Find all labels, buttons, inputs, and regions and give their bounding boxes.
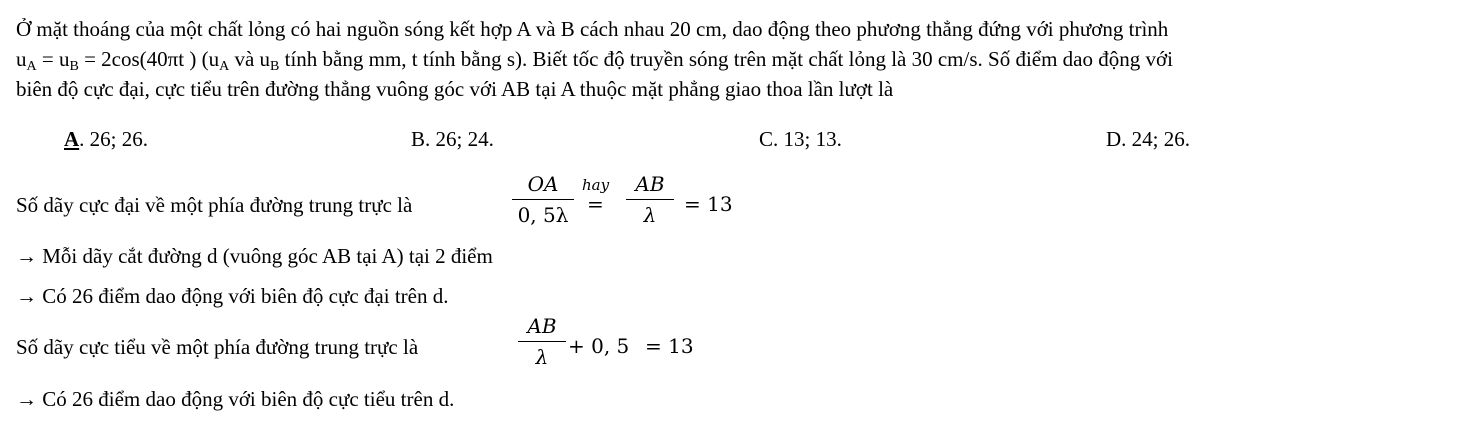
option-b-letter: B bbox=[411, 127, 426, 151]
hay-label: hay bbox=[582, 176, 610, 194]
option-a-text: . 26; 26. bbox=[79, 127, 149, 151]
option-c-text: . 13; 13. bbox=[773, 127, 842, 151]
max-result: = 13 bbox=[684, 192, 733, 216]
fraction-numerator: AB bbox=[635, 172, 665, 196]
solution-max-label: Số dãy cực đại về một phía đường trung trực là bbox=[16, 193, 413, 217]
option-d-text: . 24; 26. bbox=[1121, 127, 1191, 151]
fraction-ab-over-lambda-min bbox=[518, 312, 566, 371]
fraction-oa-over-half-lambda bbox=[512, 170, 574, 229]
fraction-ab-over-lambda bbox=[626, 170, 674, 229]
fraction-numerator: OA bbox=[527, 172, 559, 196]
option-b-text: . 26; 24. bbox=[425, 127, 494, 151]
fraction-numerator: AB bbox=[527, 314, 557, 338]
option-a-letter: A bbox=[64, 127, 80, 151]
option-b[interactable] bbox=[411, 126, 494, 152]
option-d[interactable] bbox=[1106, 126, 1190, 152]
solution-step-1: → Mỗi dãy cắt đường d (vuông góc AB tại A) tại 2 điểm bbox=[16, 244, 493, 268]
option-a[interactable] bbox=[64, 126, 148, 152]
fraction-denominator: 0, 5λ bbox=[517, 203, 569, 227]
option-c-letter: C bbox=[759, 127, 774, 151]
min-result: = 13 bbox=[645, 334, 694, 358]
fraction-bar bbox=[512, 199, 574, 200]
equals-sign: = bbox=[587, 192, 604, 216]
plus-half: + 0, 5 bbox=[568, 334, 630, 358]
option-d-letter: D bbox=[1106, 127, 1122, 151]
solution-step-2: → Có 26 điểm dao động với biên độ cực đại trên d. bbox=[16, 284, 449, 308]
option-c[interactable] bbox=[759, 126, 842, 152]
question-line-2: $u_A = u_B = 2\cos(40\pi t$ ) ($u_A$ và $u_B$ tính bằng mm, t tính bằng s). Biết tốc độ truyền sóng trên mặt chất lỏng là 30 cm/s. Số điểm dao động với bbox=[16, 47, 1173, 74]
solution-step-3: → Có 26 điểm dao động với biên độ cực tiểu trên d. bbox=[16, 387, 455, 411]
fraction-bar bbox=[626, 199, 674, 200]
solution-min-label: Số dãy cực tiểu về một phía đường trung trực là bbox=[16, 335, 419, 359]
fraction-denominator: λ bbox=[535, 345, 549, 369]
fraction-bar bbox=[518, 341, 566, 342]
question-line-3: biên độ cực đại, cực tiểu trên đường thẳng vuông góc với AB tại A thuộc mặt phẳng giao thoa lần lượt là bbox=[16, 77, 894, 101]
fraction-denominator: λ bbox=[643, 203, 657, 227]
question-line-1: Ở mặt thoáng của một chất lỏng có hai nguồn sóng kết hợp A và B cách nhau 20 cm, dao động theo phương thẳng đứng với phương trình bbox=[16, 17, 1169, 41]
